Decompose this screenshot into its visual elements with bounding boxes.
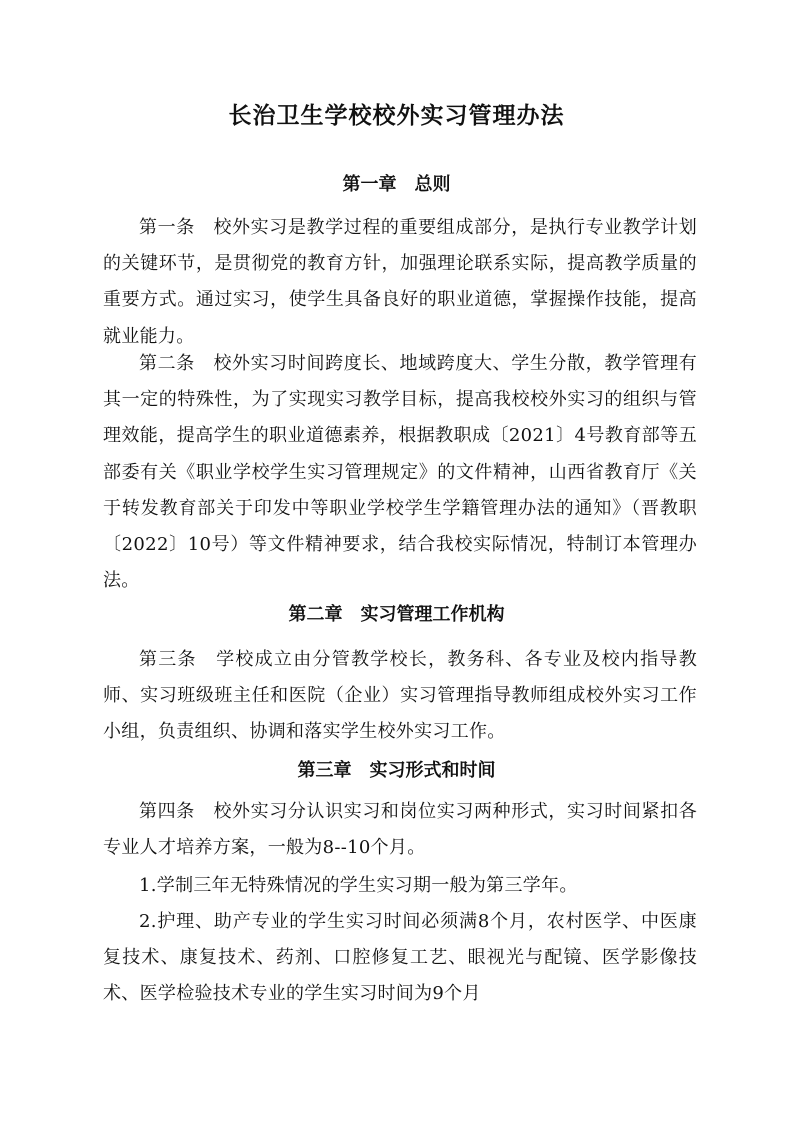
document-title: 长治卫生学校校外实习管理办法 — [228, 102, 565, 129]
chapter-heading-1: 第一章 总则 — [342, 174, 451, 195]
list-item-2: 2.护理、助产专业的学生实习时间必须满8个月，农村医学、中医康复技术、康复技术、药剂、口腔修复工艺、眼视光与配镜、医学影像技术、医学检验技术专业的学生实习时间为9个月 — [103, 911, 697, 1005]
chapter-heading-2: 第二章 实习管理工作机构 — [288, 604, 505, 625]
article-3-paragraph: 第三条 学校成立由分管教学校长，教务科、各专业及校内指导教师、实习班级班主任和医院（企业）实习管理指导教师组成校外实习工作小组，负责组织、协调和落实学生校外实习工作。 — [103, 649, 697, 743]
article-1-paragraph: 第一条 校外实习是教学过程的重要组成部分，是执行专业教学计划的关键环节，是贯彻党的教育方针，加强理论联系实际，提高教学质量的重要方式。通过实习，使学生具备良好的职业道德，掌握操作技能，提高就业能力。 — [103, 217, 697, 347]
list-item-1: 1.学制三年无特殊情况的学生实习期一般为第三学年。 — [139, 875, 578, 896]
article-2-paragraph: 第二条 校外实习时间跨度长、地域跨度大、学生分散，教学管理有其一定的特殊性，为了实现实习教学目标，提高我校校外实习的组织与管理效能，提高学生的职业道德素养，根据教职成〔2021〕4号教育部等五部委有关《职业学校学生实习管理规定》的文件精神，山西省教育厅《关于转发教育部关于印发中等职业学校学生学籍管理办法的通知》（晋教职〔2022〕10号）等文件精神要求，结合我校实际情况，特制订本管理办法。 — [103, 353, 697, 592]
article-4-paragraph: 第四条 校外实习分认识实习和岗位实习两种形式，实习时间紧扣各专业人才培养方案，一般为8--10个月。 — [103, 801, 697, 859]
chapter-heading-3: 第三章 实习形式和时间 — [297, 760, 496, 781]
